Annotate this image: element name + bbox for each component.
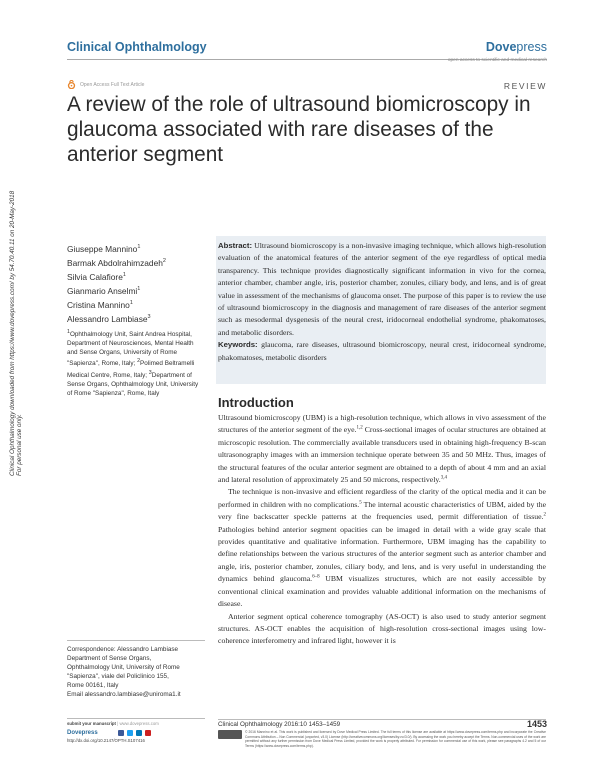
- paragraph: Anterior segment optical coherence tomography (AS-OCT) is also used to study anterior segment structures. AS-OCT enables the acquisition of high-resolution cross-sectional images using low-coherence interferometry and infrared light, however it is: [218, 611, 546, 646]
- author[interactable]: Alessandro Lambiase$^3$: [67, 314, 151, 325]
- download-note-line2: For personal use only.: [16, 414, 23, 476]
- social-icons: [118, 730, 151, 736]
- abstract: [218, 240, 546, 364]
- cc-license-icon[interactable]: [218, 730, 242, 739]
- license-text: © 2016 Mannino et al. This work is published and licensed by Dove Medical Press Limited. The full terms of this license are available at https://www.dovepress.com/terms.php and incorporate the Creative Commons Attribution – Non Commercial (unported, v3.0) License (http://creativecommons.org/licenses/by-nc/3.0/). By accessing the work you hereby accept the Terms. Non-commercial uses of the work are permitted without any further permission from Dove Medical Press Limited, provided the work is properly attributed. For permission for commercial use of this work, please see paragraphs 4.2 and 5 of our Terms (https://www.dovepress.com/terms.php).: [245, 730, 546, 748]
- footer-citation: Clinical Ophthalmology 2016:10 1453–1459: [218, 721, 341, 728]
- download-note-line1: Clinical Ophthalmology downloaded from https://www.dovepress.com/ by 54.70.40.11 on 20-May-2018: [9, 190, 16, 476]
- correspondence-email[interactable]: Email alessandro.lambiase@uniroma1.it: [67, 691, 181, 699]
- facebook-icon[interactable]: [118, 730, 124, 736]
- open-access-label: Open Access Full Text Article: [80, 81, 145, 88]
- submit-block: submit your manuscript | www.dovepress.com Dovepress http://dx.doi.org/10.2147/OPTH.S107416: [67, 720, 207, 744]
- publisher-logo[interactable]: [486, 40, 547, 54]
- author[interactable]: Barmak Abdolrahimzadeh$^2$: [67, 257, 166, 268]
- youtube-icon[interactable]: [145, 730, 151, 736]
- dovepress-logo[interactable]: Dovepress: [67, 730, 98, 736]
- keywords: Keywords: glaucoma, rare diseases, ultrasound biomicroscopy, neural crest, iridocorneal syndrome, phakomatoses, metabolic disorders: [218, 340, 547, 362]
- linkedin-icon[interactable]: [136, 730, 142, 736]
- journal-name: Clinical Ophthalmology: [67, 40, 207, 54]
- correspondence: Correspondence: Alessandro Lambiase Department of Sense Organs, Ophthalmology Unit, University of Rome "Sapienza", viale del Policlinico 155, Rome 00161, Italy Email alessandro.lambiase@uniroma1.it: [67, 645, 207, 700]
- submit-manuscript-link[interactable]: submit your manuscript: [67, 721, 116, 726]
- introduction-body: [218, 412, 546, 648]
- article-type: REVIEW: [503, 81, 547, 91]
- open-access-icon: [67, 80, 76, 89]
- download-note: [6, 150, 24, 480]
- footer-divider: [218, 719, 546, 720]
- author[interactable]: Giuseppe Mannino$^1$: [67, 243, 141, 254]
- license-block: [218, 730, 546, 748]
- submit-divider: [67, 718, 205, 719]
- author[interactable]: Gianmario Anselmi$^1$: [67, 286, 141, 297]
- publisher-suffix: press: [516, 40, 547, 54]
- correspondence-divider: [67, 640, 205, 641]
- author-list: [67, 241, 207, 326]
- article-title: A review of the role of ultrasound biomicroscopy in glaucoma associated with rare diseases of the anterior segment: [67, 93, 531, 166]
- publisher-tagline: open access to scientific and medical research: [447, 58, 547, 63]
- section-heading-introduction: Introduction: [218, 395, 294, 410]
- paragraph: The technique is non-invasive and efficient regardless of the clarity of the optical media and it can be performed in children with no complications.$^5$ The internal acoustic characteristics of UBM, aided by the very fine backscatter speckle patterns at the frequencies used, permit differentiation of tissue.$^2$ Pathologies behind anterior segment opacities can be imaged in detail with a wide gray scale that provides quantitative and qualitative information. Furthermore, UBM imaging has the capability to define relationships between the various structures of the anterior segment such as anterior chamber and angle, iris, posterior chamber, zonules, ciliary body, and lens, and is very useful in understanding the dynamics behind glaucoma.$^{6-8}$ UBM visualizes structures, which are not easily accessible by conventional clinical examination and provides valuable additional information on the mechanisms of disease.: [218, 487, 547, 609]
- author[interactable]: Silvia Calafiore$^1$: [67, 271, 126, 282]
- affiliations: $^1$Ophthalmology Unit, Saint Andrea Hospital, Department of Neurosciences, Mental Health and Sense Organs, University of Rome "Sapienza", Rome, Italy; $^2$Polimed Beltramelli Medical Centre, Rome, Italy; $^3$Department of Sense Organs, Ophthalmology Unit, University of Rome "Sapienza", Rome, Italy: [67, 329, 199, 397]
- twitter-icon[interactable]: [127, 730, 133, 736]
- doi-link[interactable]: http://dx.doi.org/10.2147/OPTH.S107416: [67, 738, 145, 743]
- page-number: 1453: [526, 719, 547, 729]
- publisher-prefix: Dove: [485, 40, 517, 54]
- open-access-row: [67, 80, 144, 89]
- paragraph: Ultrasound biomicroscopy (UBM) is a high-resolution technique, which allows in vivo assessment of the structures of the anterior segment of the eye.$^{1,2}$ Cross-sectional images of ocular structures are obtained at microscopic resolution. The commercially available transducers used in obtaining high-frequency B-scan ultrasonography images with an immersion technique operate between 35 and 50 MHz. Thus, images of the structural features of the ocular anterior segment are obtained to a depth of about 4 mm and an axial and lateral resolution of approximately 25 and 50 microns, respectively.$^{3,4}$: [218, 413, 546, 485]
- author[interactable]: Cristina Mannino$^1$: [67, 300, 133, 311]
- correspondence-label: Correspondence: Alessandro Lambiase: [67, 646, 179, 653]
- abstract-text: Abstract: Ultrasound biomicroscopy is a non-invasive imaging technique, which allows high-resolution evaluation of the anatomical features of the anterior segment of the eye regardless of optical media transparency. This technique provides diagnostically significant information in vivo for the cornea, anterior chamber, chamber angle, iris, posterior chamber, zonules, ciliary body, and lens, and is of great value in assessment of the mechanisms of glaucoma onset. The purpose of this paper is to review the use of ultrasound biomicroscopy in the diagnosis and management of rare diseases of the anterior segment such as mesodermal dysgenesis of the neural crest, iridocorneal endothelial syndrome, phakomatoses, and metabolic disorders.: [218, 241, 547, 337]
